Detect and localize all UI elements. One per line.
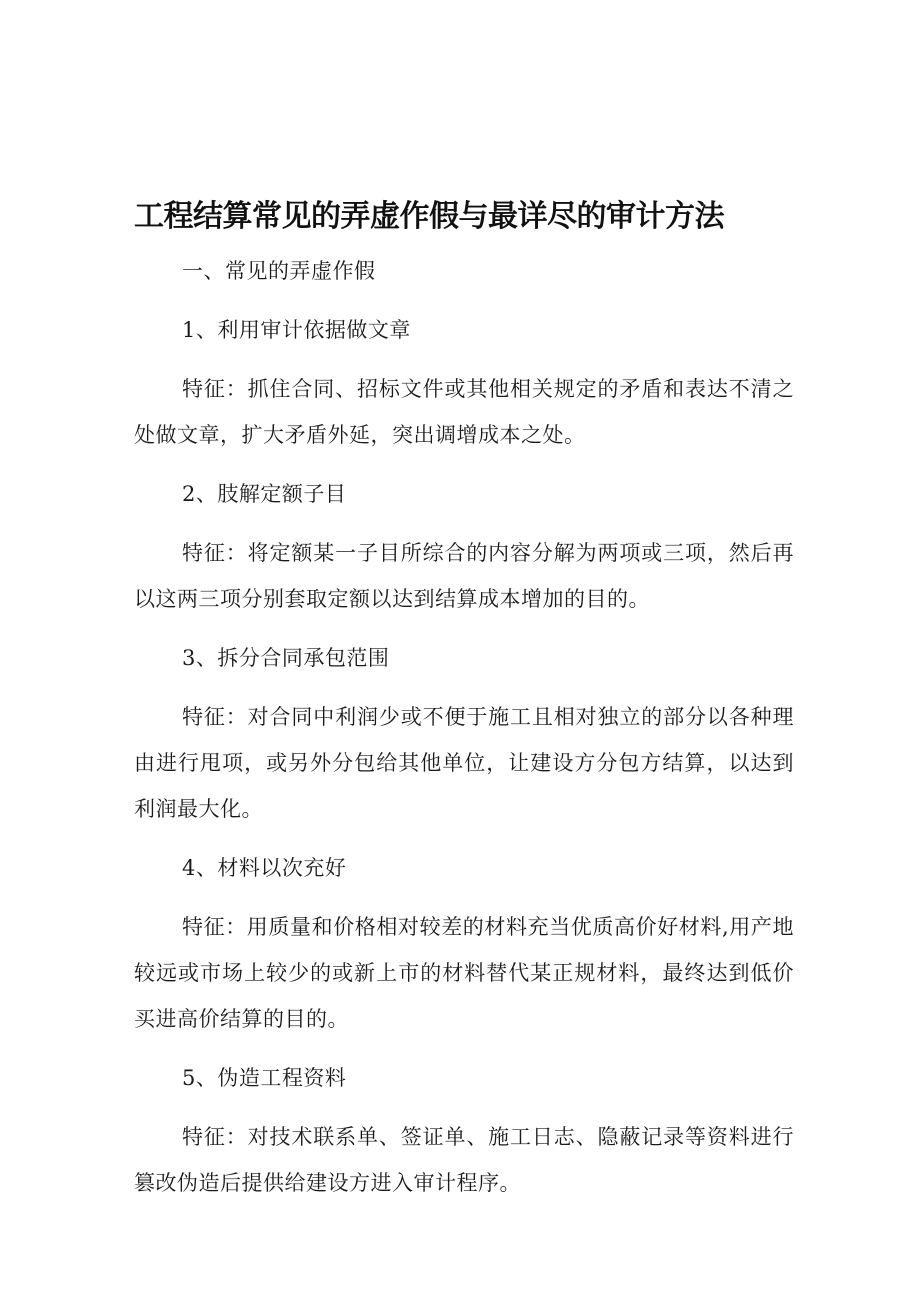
item-heading: 3、拆分合同承包范围: [182, 646, 390, 670]
item-heading: 2、肢解定额子目: [182, 482, 347, 506]
item-description: 特征：用质量和价格相对较差的材料充当优质高价好材料,用产地较远或市场上较少的或新上市的材料替代某正规材料，最终达到低价买进高价结算的目的。: [134, 915, 794, 1031]
item-heading: 4、材料以次充好: [182, 856, 347, 880]
item-description: 特征：将定额某一子目所综合的内容分解为两项或三项，然后再以这两三项分别套取定额以达到结算成本增加的目的。: [134, 541, 794, 611]
item-description: 特征：对合同中利润少或不便于施工且相对独立的部分以各种理由进行甩项，或另外分包给其他单位，让建设方分包方结算，以达到利润最大化。: [134, 705, 794, 821]
document-body: [134, 248, 794, 1219]
item-description: 特征：抓住合同、招标文件或其他相关规定的矛盾和表达不清之处做文章，扩大矛盾外延，突出调增成本之处。: [134, 377, 794, 447]
item-description: 特征：对技术联系单、签证单、施工日志、隐蔽记录等资料进行篡改伪造后提供给建设方进入审计程序。: [134, 1125, 794, 1195]
section-heading: 一、常见的弄虚作假: [182, 259, 376, 283]
item-heading: 5、伪造工程资料: [182, 1066, 347, 1090]
document-title: 工程结算常见的弄虚作假与最详尽的审计方法: [134, 199, 724, 234]
item-heading: 1、利用审计依据做文章: [182, 318, 411, 342]
